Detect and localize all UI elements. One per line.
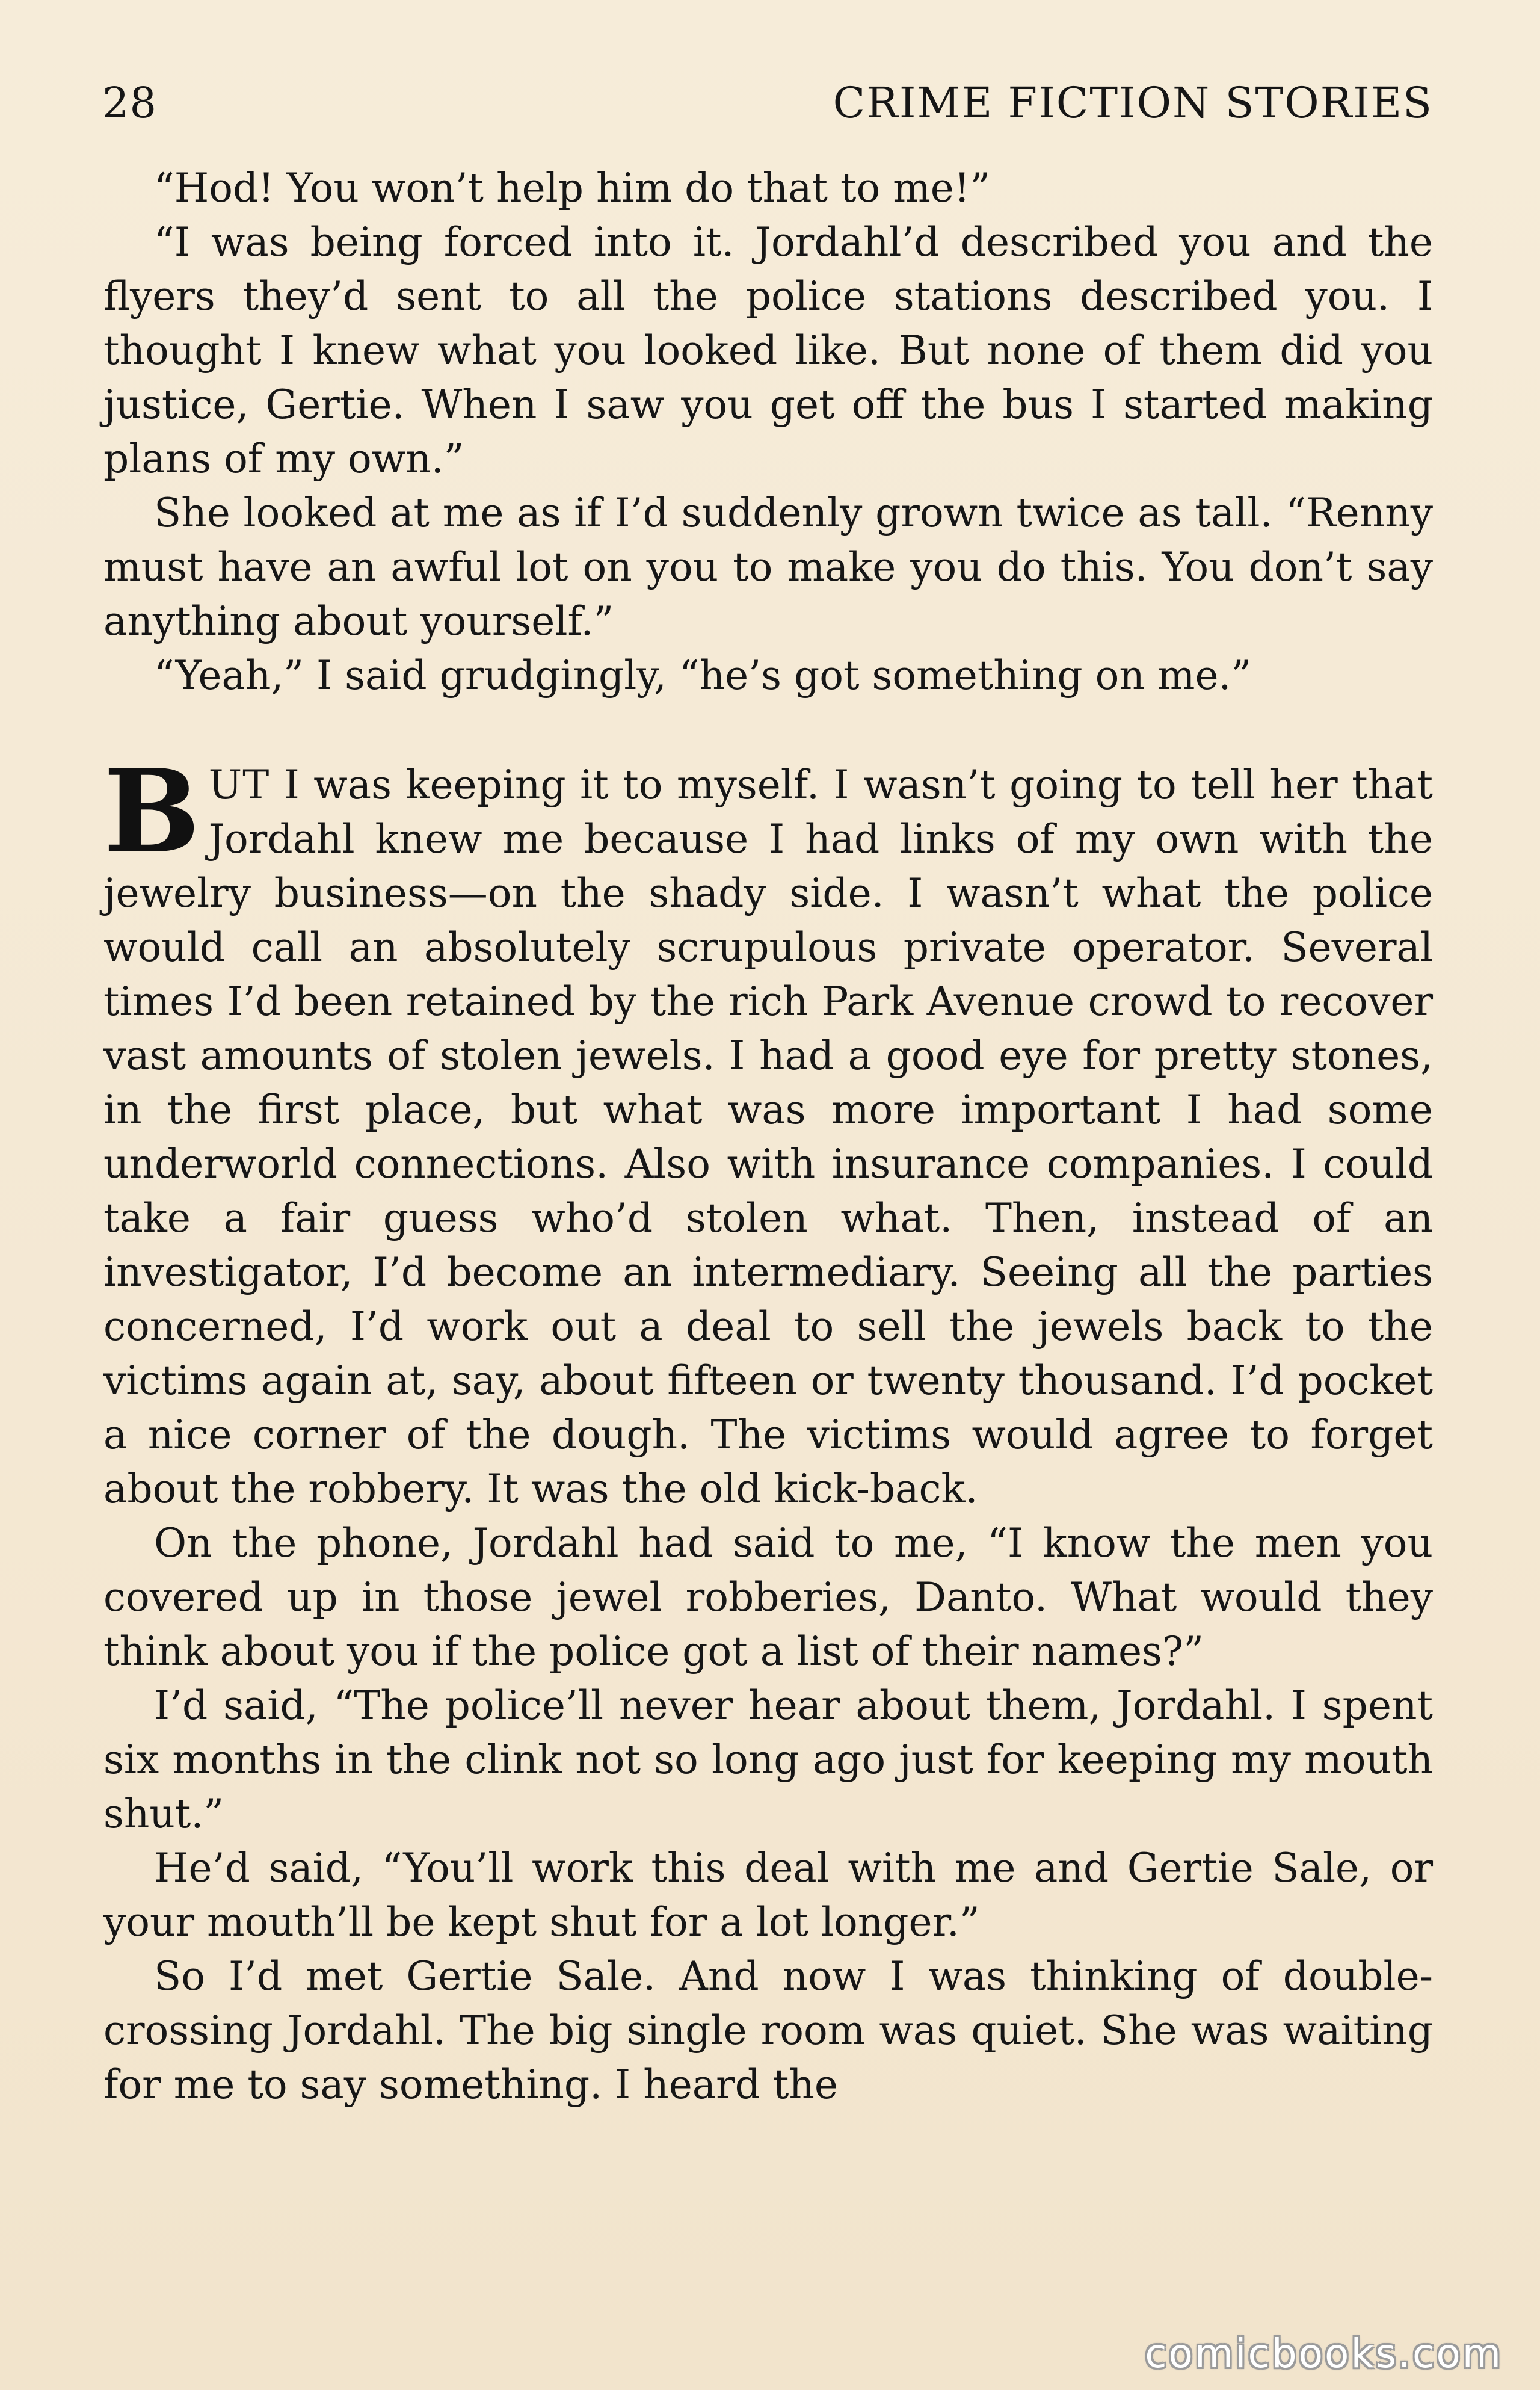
drop-cap: B bbox=[103, 744, 200, 878]
lead-caps: UT bbox=[208, 762, 270, 808]
paragraph: “Yeah,” I said grudgingly, “he’s got something on me.” bbox=[154, 652, 1252, 699]
paragraph: On the phone, Jordahl had said to me, “I know the men you covered up in those jewel robberies, Danto. What would they think about you if the police got a list of their names?” bbox=[103, 1520, 1433, 1675]
site-watermark: comicbooks.com bbox=[1145, 2330, 1503, 2377]
running-head: CRIME FICTION STORIES bbox=[833, 78, 1433, 128]
paragraph: He’d said, “You’ll work this deal with me and Gertie Sale, or your mouth’ll be kept shut for a lot longer.” bbox=[103, 1845, 1433, 1945]
page-number: 28 bbox=[102, 78, 158, 128]
paragraph-text: I was keeping it to myself. I wasn’t going to tell her that Jordahl knew me because I had links of my own with the jewelry business—on the shady side. I wasn’t what the police would call an absolutely scrupulous private operator. Several times I’d been retained by the rich Park Avenue crowd to recover vast amounts of stolen jewels. I had a good eye for pretty stones, in the first place, but what was more important I had some underworld connections. Also with insurance companies. I could take a fair guess who’d stolen what. Then, instead of an investigator, I’d become an intermediary. Seeing all the parties concerned, I’d work out a deal to sell the jewels back to the victims again at, say, about fifteen or twenty thousand. I’d pocket a nice corner of the dough. The victims would agree to forget about the robbery. It was the old kick-back. bbox=[103, 762, 1433, 1512]
story-text bbox=[103, 161, 1433, 2112]
paragraph: She looked at me as if I’d suddenly grown twice as tall. “Renny must have an awful lot on you to make you do this. You don’t say anything about yourself.” bbox=[103, 490, 1433, 644]
paragraph: So I’d met Gertie Sale. And now I was thinking of double-crossing Jordahl. The big single room was quiet. She was waiting for me to say something. I heard the bbox=[103, 1953, 1433, 2108]
page-header bbox=[102, 78, 1433, 144]
paragraph: I’d said, “The police’ll never hear about them, Jordahl. I spent six months in the clink not so long ago just for keeping my mouth shut.” bbox=[103, 1682, 1433, 1837]
paragraph: “I was being forced into it. Jordahl’d described you and the flyers they’d sent to all the police stations described you. I thought I knew what you looked like. But none of them did you justice, Gertie. When I saw you get off the bus I started making plans of my own.” bbox=[103, 219, 1433, 482]
section-first-paragraph bbox=[103, 744, 1433, 1516]
paragraph: “Hod! You won’t help him do that to me!” bbox=[154, 165, 991, 211]
